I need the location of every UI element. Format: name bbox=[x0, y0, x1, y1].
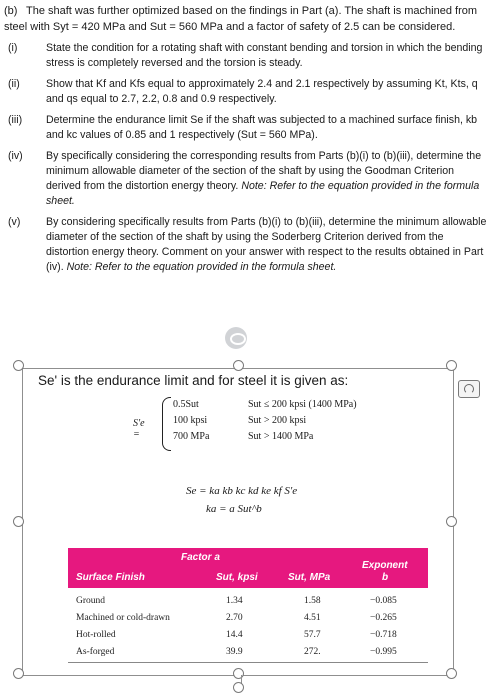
question-label: (b) bbox=[4, 5, 18, 17]
left-brace-icon bbox=[162, 397, 171, 451]
header-sut-mpa: Sut, MPa bbox=[288, 572, 331, 583]
case-row bbox=[173, 399, 433, 415]
cell-kpsi: 2.70 bbox=[226, 613, 243, 623]
part-i bbox=[4, 41, 488, 71]
resize-handle-top-left[interactable] bbox=[13, 360, 24, 371]
surface-factor-equation: ka = a Sut^b bbox=[206, 503, 262, 515]
cell-mpa: 57.7 bbox=[304, 630, 321, 640]
part-text: State the condition for a rotating shaft with constant bending and torsion in which the bending stress is completely reversed and the torsion is steady. bbox=[46, 42, 483, 69]
part-v bbox=[4, 215, 488, 275]
endurance-limit-title: Se' is the endurance limit and for steel it is given as: bbox=[38, 373, 349, 388]
cell-kpsi: 14.4 bbox=[226, 630, 243, 640]
cell-b: −0.085 bbox=[370, 596, 397, 606]
part-note: Note: Refer to the equation provided in the formula sheet. bbox=[46, 180, 480, 207]
part-ii bbox=[4, 77, 488, 107]
header-sut-kpsi: Sut, kpsi bbox=[216, 572, 258, 583]
header-exponent: Exponent bbox=[362, 560, 408, 571]
case-value: 100 kpsi bbox=[173, 415, 208, 426]
table-bottom-rule bbox=[68, 662, 428, 663]
resize-handle-bottom-left[interactable] bbox=[13, 668, 24, 679]
marin-equation: Se = ka kb kc kd ke kf S'e bbox=[186, 485, 298, 497]
question-intro-text: The shaft was further optimized based on the findings in Part (a). The shaft is machined from steel with Syt = 420 MPa and Sut = 560 MPa and a factor of safety of 2.5 can be considered. bbox=[4, 5, 478, 33]
header-b: b bbox=[382, 572, 389, 583]
header-surface-finish: Surface Finish bbox=[76, 572, 145, 583]
part-text: By specifically considering the corresponding results from Parts (b)(i) to (b)(iii), determine the minimum allowable diameter of the section of the shaft by using the Goodman Criterion derived from the distortion energy theory. bbox=[46, 150, 482, 192]
part-text: Determine the endurance limit Se if the shaft was subjected to a machined surface finish, kb and kc values of 0.85 and 1 respectively (Sut = 560 MPa). bbox=[46, 114, 478, 141]
case-row bbox=[173, 431, 433, 447]
part-number: (i) bbox=[8, 42, 18, 54]
cell-kpsi: 39.9 bbox=[226, 647, 243, 657]
cell-finish: Hot-rolled bbox=[76, 630, 116, 640]
header-factor-a: Factor a bbox=[181, 552, 220, 563]
cell-finish: Ground bbox=[76, 596, 106, 606]
part-note: Note: Refer to the equation provided in the formula sheet. bbox=[66, 261, 337, 273]
part-iv bbox=[4, 149, 488, 209]
resize-handle-bottom-center[interactable] bbox=[233, 668, 244, 679]
resize-handle-top-center[interactable] bbox=[233, 360, 244, 371]
layout-options-icon[interactable] bbox=[458, 380, 480, 398]
case-value: 700 MPa bbox=[173, 431, 210, 442]
cell-finish: Machined or cold-drawn bbox=[76, 613, 170, 623]
resize-handle-middle-left[interactable] bbox=[13, 516, 24, 527]
case-condition: Sut > 200 kpsi bbox=[248, 415, 307, 426]
cell-kpsi: 1.34 bbox=[226, 596, 243, 606]
question-document bbox=[4, 4, 488, 275]
rotate-handle[interactable] bbox=[233, 682, 244, 693]
cell-mpa: 272. bbox=[304, 647, 321, 657]
part-text: Show that Kf and Kfs equal to approximately 2.4 and 2.1 respectively by assuming Kt, Kts, q and qs equal to 2.7, 2.2, 0.8 and 0.9 respectively. bbox=[46, 78, 478, 105]
question-b-intro bbox=[4, 4, 488, 35]
cell-b: −0.995 bbox=[370, 647, 397, 657]
case-condition: Sut > 1400 MPa bbox=[248, 431, 314, 442]
part-number: (v) bbox=[8, 216, 21, 228]
endurance-limit-lhs: S'e = bbox=[133, 418, 145, 440]
resize-handle-middle-right[interactable] bbox=[446, 516, 457, 527]
cell-b: −0.265 bbox=[370, 613, 397, 623]
cell-finish: As-forged bbox=[76, 647, 115, 657]
cell-mpa: 4.51 bbox=[304, 613, 321, 623]
part-number: (iv) bbox=[8, 150, 23, 162]
part-number: (ii) bbox=[8, 78, 20, 90]
cell-b: −0.718 bbox=[370, 630, 397, 640]
part-number: (iii) bbox=[8, 114, 23, 126]
case-condition: Sut ≤ 200 kpsi (1400 MPa) bbox=[248, 399, 357, 410]
image-overlay-icon[interactable] bbox=[225, 327, 247, 349]
case-value: 0.5Sut bbox=[173, 399, 199, 410]
resize-handle-bottom-right[interactable] bbox=[446, 668, 457, 679]
part-text: By considering specifically results from Parts (b)(i) to (b)(iii), determine the minimum allowable diameter of the section of the shaft by using the Soderberg Criterion derived from the distortion energy theory. Comment on your answer with respect to the results obtained in Part (iv). bbox=[46, 216, 487, 273]
resize-handle-top-right[interactable] bbox=[446, 360, 457, 371]
part-iii bbox=[4, 113, 488, 143]
case-row bbox=[173, 415, 433, 431]
table-header bbox=[68, 548, 428, 588]
cell-mpa: 1.58 bbox=[304, 596, 321, 606]
